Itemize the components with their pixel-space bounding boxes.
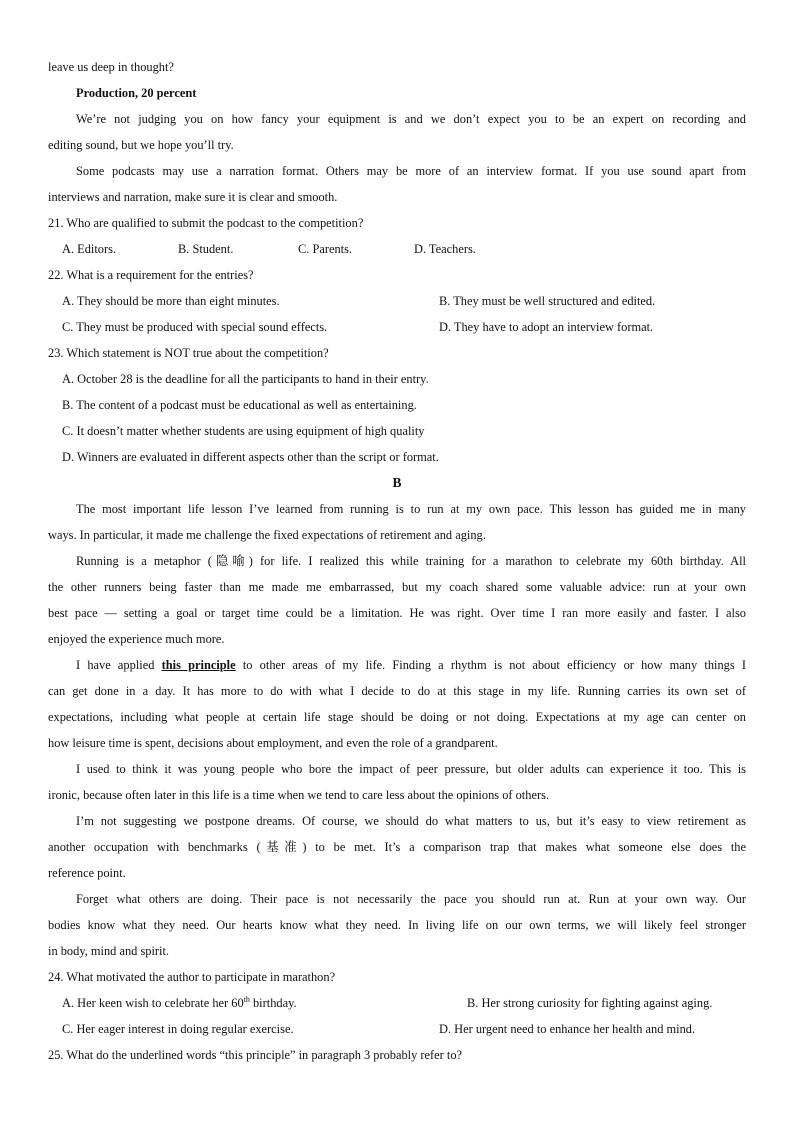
passage-line: I used to think it was young people who bore the impact of peer pressure, but older adults can experience it too. This is [76, 762, 746, 776]
option-b: B. Student. [178, 242, 234, 256]
option-a [62, 990, 467, 1016]
question-21-options [48, 236, 746, 262]
text-fragment: to other areas of my life. Finding a rhythm is not about efficiency or how many things I [242, 658, 746, 672]
passage-line: in body, mind and spirit. [48, 944, 170, 958]
option-b: B. Her strong curiosity for fighting against aging. [467, 996, 713, 1010]
passage-line: ironic, because often later in this life is a time when we tend to care less about the opinions of others. [48, 788, 549, 802]
option-c: C. Parents. [298, 242, 353, 256]
question-22-options-row1 [48, 288, 746, 314]
passage-line: Forget what others are doing. Their pace is not necessarily the pace you should run at. Run at your own way. Our [76, 892, 746, 906]
question-24-options-row1 [48, 990, 746, 1016]
section-b-heading: B [392, 475, 402, 490]
passage-line: best pace — setting a goal or target time could be a limitation. He was right. Over time I ran more easily and faster. I also [48, 606, 746, 620]
question-23-stem: 23. Which statement is NOT true about the competition? [48, 346, 329, 360]
passage-line: The most important life lesson I’ve learned from running is to run at my own pace. This lesson has guided me in many [76, 502, 746, 516]
ordinal-suffix: th [243, 994, 250, 1004]
passage-line: how leisure time is spent, decisions about employment, and even the role of a grandparent. [48, 736, 498, 750]
underlined-phrase: this principle [161, 658, 236, 672]
text-line: leave us deep in thought? [48, 60, 174, 74]
passage-line: enjoyed the experience much more. [48, 632, 225, 646]
section-heading-production: Production, 20 percent [76, 86, 197, 100]
exam-page [48, 54, 746, 1068]
option-a: A. They should be more than eight minutes. [62, 294, 280, 308]
option-c: C. They must be produced with special sound effects. [62, 320, 328, 334]
option-d: D. Winners are evaluated in different aspects other than the script or format. [62, 450, 439, 464]
option-d: D. Teachers. [414, 242, 476, 256]
passage-line: expectations, including what people at certain life stage should be doing or not doing. Expectations at my age can center on [48, 710, 746, 724]
text-line: interviews and narration, make sure it is clear and smooth. [48, 190, 338, 204]
passage-line: bodies know what they need. Our hearts know what they need. In living life on our own terms, we will likely feel stronger [48, 918, 746, 932]
passage-line-underlined [48, 652, 746, 678]
option-b: B. They must be well structured and edited. [439, 294, 656, 308]
passage-line: the other runners being faster than me made me embarrassed, but my coach shared some valuable advice: run at your own [48, 580, 746, 594]
question-25-stem: 25. What do the underlined words “this principle” in paragraph 3 probably refer to? [48, 1048, 463, 1062]
passage-line: I’m not suggesting we postpone dreams. Of course, we should do what matters to us, but it’s easy to view retirement as [76, 814, 746, 828]
question-22-options-row2 [48, 314, 746, 340]
option-b: B. The content of a podcast must be educational as well as entertaining. [62, 398, 417, 412]
option-a-text-end: birthday. [249, 996, 297, 1010]
text-line: editing sound, but we hope you’ll try. [48, 138, 234, 152]
question-24-stem: 24. What motivated the author to participate in marathon? [48, 970, 336, 984]
text-line: We’re not judging you on how fancy your equipment is and we don’t expect you to be an expert on recording and [76, 112, 746, 126]
passage-line: reference point. [48, 866, 126, 880]
option-a: A. October 28 is the deadline for all the participants to hand in their entry. [62, 372, 429, 386]
option-a: A. Editors. [62, 242, 117, 256]
text-line: Some podcasts may use a narration format. Others may be more of an interview format. If you use sound apart from [76, 164, 746, 178]
option-a-text: A. Her keen wish to celebrate her 60 [62, 996, 244, 1010]
passage-line: another occupation with benchmarks (基准) to be met. It’s a comparison trap that makes what someone else does the [48, 840, 746, 854]
passage-line: can get done in a day. It has more to do with what I decide to do at this stage in my life. Running carries its own set of [48, 684, 746, 698]
question-24-options-row2 [48, 1016, 746, 1042]
option-c: C. It doesn’t matter whether students are using equipment of high quality [62, 424, 425, 438]
question-21-stem: 21. Who are qualified to submit the podcast to the competition? [48, 216, 364, 230]
text-fragment: I have applied [76, 658, 155, 672]
passage-line: ways. In particular, it made me challenge the fixed expectations of retirement and aging. [48, 528, 486, 542]
passage-line: Running is a metaphor (隐喻) for life. I realized this while training for a marathon to celebrate my 60th birthday. All [76, 554, 746, 568]
option-c: C. Her eager interest in doing regular exercise. [62, 1022, 294, 1036]
question-22-stem: 22. What is a requirement for the entries? [48, 268, 254, 282]
option-d: D. Her urgent need to enhance her health and mind. [439, 1022, 696, 1036]
option-d: D. They have to adopt an interview format. [439, 320, 654, 334]
